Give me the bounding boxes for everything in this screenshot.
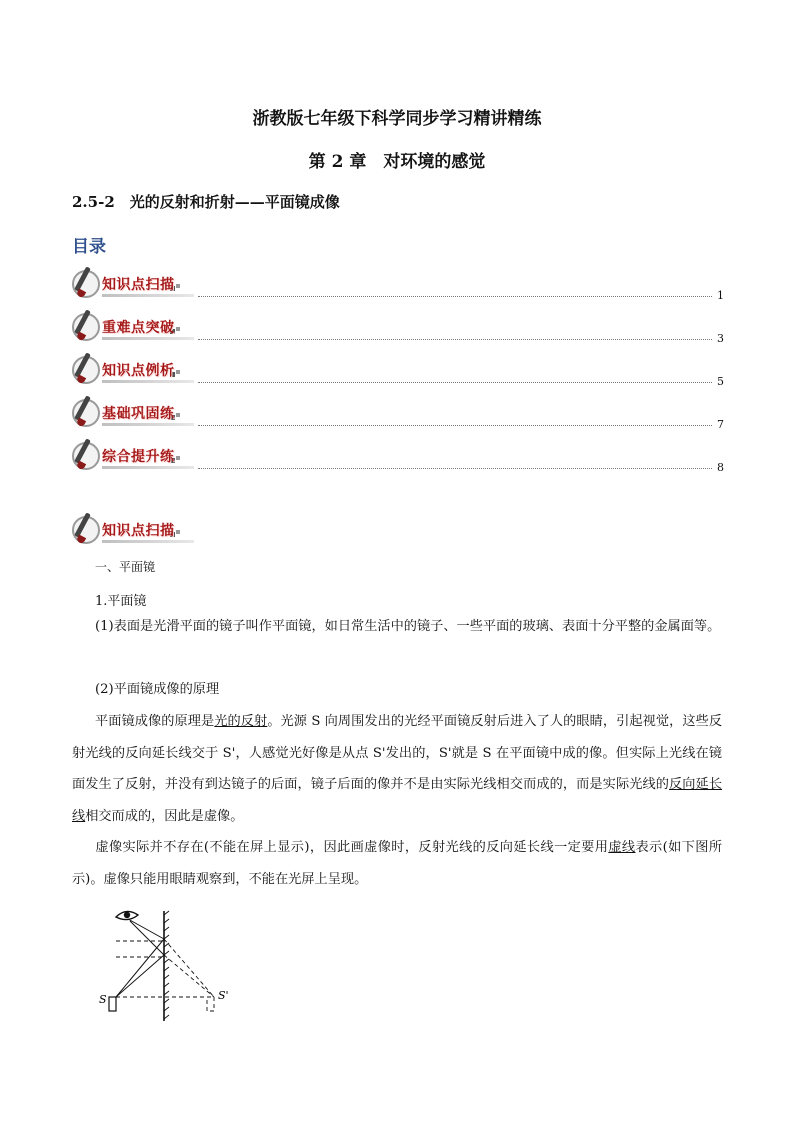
badge-underline	[102, 466, 194, 469]
badge-square-icon	[176, 370, 180, 374]
toc-leader-dots	[198, 382, 712, 383]
paragraph-definition	[72, 611, 722, 643]
section-title: 2.5-2 光的反射和折射——平面镜成像	[72, 193, 340, 211]
document-title: 浙教版七年级下科学同步学习精讲精练	[252, 109, 542, 129]
section-badge-knowledge-scan	[72, 514, 200, 548]
toc-leader-dots	[198, 339, 712, 340]
paragraph-virtual-image	[72, 832, 722, 895]
toc-item-label: 知识点扫描	[102, 277, 175, 293]
source-object	[109, 997, 116, 1011]
paragraph-principle	[72, 706, 722, 832]
paragraph-text: (2)平面镜成像的原理	[95, 682, 220, 697]
paragraph-text: (1)表面是光滑平面的镜子叫作平面镜，如日常生活中的镜子、一些平面的玻璃、表面十分平整的金属面等。	[95, 619, 721, 634]
underlined-term: 虚线	[608, 840, 636, 855]
paragraph-principle-heading	[72, 674, 722, 706]
plane-mirror-diagram	[98, 903, 248, 1025]
paragraph-text: 表示(如下图所示)。虚像只能用眼睛观察到，不能在光屏上呈现。	[72, 840, 723, 887]
paragraph-text: 平面镜成像的原理是	[95, 714, 215, 729]
toc-item-key-difficulties[interactable]	[72, 311, 200, 345]
toc-leader-dots	[198, 425, 712, 426]
badge-underline	[102, 337, 194, 340]
badge-underline	[102, 423, 194, 426]
toc-item-basic-practice[interactable]	[72, 397, 200, 431]
toc-item-examples[interactable]	[72, 354, 200, 388]
content-heading-2: 1.平面镜	[95, 594, 147, 609]
badge-underline	[102, 294, 194, 297]
source-label: S	[99, 993, 107, 1006]
badge-square-icon	[176, 530, 180, 534]
toc-page-number: 5	[717, 375, 724, 388]
paragraph-text: 。光源 S 向周围发出的光经平面镜反射后进入了人的眼睛，引起视觉，这些反射光线的反向延长线交于 S'，人感觉光好像是从点 S'发出的，S'就是 S 在平面镜中成的像。但实际上光线在镜面发生了反射，并没有到达镜子的后面，镜子后面的像并不是由实际光线相交而成的，而是实际光线的	[72, 714, 723, 792]
toc-heading: 目录	[72, 237, 106, 257]
toc-item-label: 基础巩固练	[102, 406, 175, 422]
badge-underline	[102, 380, 194, 383]
toc-page-number: 3	[717, 332, 724, 345]
toc-leader-dots	[198, 468, 712, 469]
underlined-term: 反向延长线	[72, 777, 723, 824]
toc-page-number: 8	[717, 461, 724, 474]
light-rays	[116, 919, 164, 997]
toc-item-label: 综合提升练	[102, 449, 175, 465]
section-badge-label: 知识点扫描	[102, 523, 175, 539]
content-heading-1: 一、平面镜	[95, 560, 156, 574]
badge-square-icon	[176, 413, 180, 417]
toc-leader-dots	[198, 296, 712, 297]
chapter-title: 第 2 章 对环境的感觉	[308, 152, 486, 172]
toc-item-label: 知识点例析	[102, 363, 175, 379]
badge-square-icon	[176, 456, 180, 460]
badge-square-icon	[176, 327, 180, 331]
toc-item-label: 重难点突破	[102, 320, 175, 336]
paragraph-text: 虚像实际并不存在(不能在屏上显示)，因此画虚像时，反射光线的反向延长线一定要用	[95, 840, 609, 855]
virtual-extension-lines	[116, 939, 214, 1011]
eye-icon	[116, 911, 138, 919]
badge-underline	[102, 540, 194, 543]
toc-page-number: 1	[717, 289, 724, 302]
badge-square-icon	[176, 284, 180, 288]
toc-page-number: 7	[717, 418, 724, 431]
paragraph-text: 相交而成的，因此是虚像。	[85, 808, 244, 824]
toc-item-comprehensive-practice[interactable]	[72, 440, 200, 474]
toc-item-knowledge-scan[interactable]	[72, 268, 200, 302]
image-label: S'	[218, 989, 229, 1002]
underlined-term: 光的反射	[214, 714, 268, 729]
